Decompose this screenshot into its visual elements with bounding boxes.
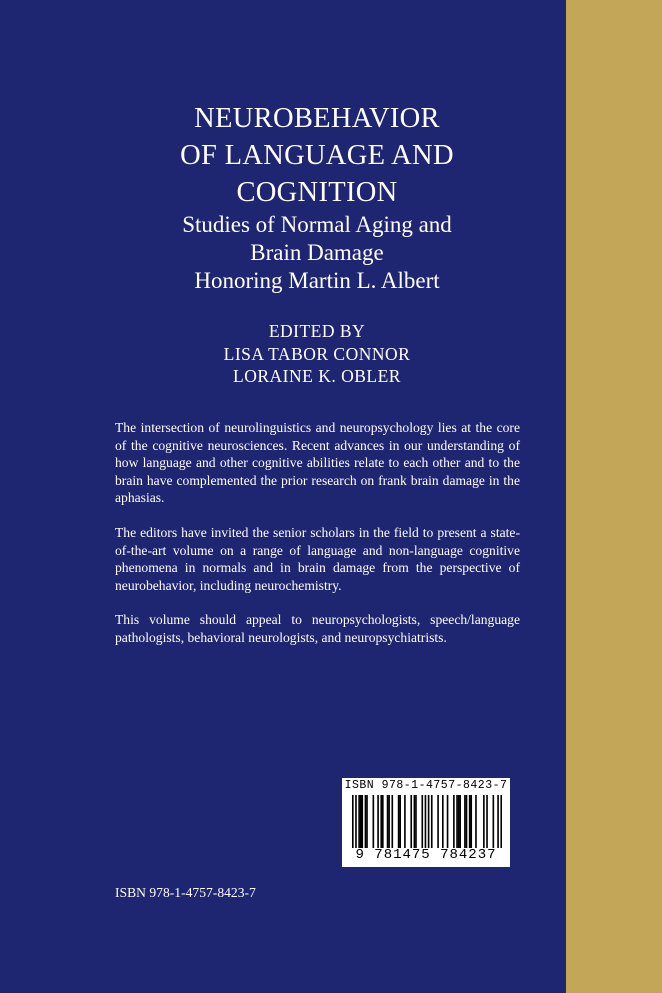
editor-name: LISA TABOR CONNOR <box>223 343 411 364</box>
barcode-bar <box>493 795 495 848</box>
barcode-bar <box>399 795 401 848</box>
barcode-bar <box>453 795 455 848</box>
barcode-bar <box>431 795 433 848</box>
barcode-bar <box>437 795 439 848</box>
blurb-paragraph: The intersection of neurolinguistics and neuropsychology lies at the core of the cognitive neurosciences. Recent advances in our understanding of how language and other cognitive abilities relate to each other and to the brain have complemented the prior research on frank brain damage in the aphasias. <box>115 420 520 506</box>
barcode-bar <box>391 795 393 848</box>
subtitle-line: Brain Damage <box>250 240 384 265</box>
barcode-bar <box>425 795 427 848</box>
barcode-bar <box>458 795 460 848</box>
barcode-bars <box>352 795 502 848</box>
barcode-bar <box>456 795 458 848</box>
barcode-bar <box>388 795 390 848</box>
barcode-bar <box>447 795 449 848</box>
blurb-paragraph: This volume should appeal to neuropsychologists, speech/language pathologists, behavioral neurologists, and neuropsychiatrists. <box>115 612 520 645</box>
barcode-bar <box>361 795 363 848</box>
barcode-bar <box>366 795 368 848</box>
barcode-bar <box>475 795 477 848</box>
title-line: COGNITION <box>236 177 398 208</box>
subtitle-line: Honoring Martin L. Albert <box>194 268 440 293</box>
barcode-bar <box>414 795 416 848</box>
blurb-paragraph: The editors have invited the senior scholars in the field to present a state-of-the-art volume on a range of language and non-language cognitive phenomena in normals and in brain damage from the perspective of neurobehavior, including neurochemistry. <box>115 524 520 593</box>
barcode-bar <box>466 795 468 848</box>
isbn-text: ISBN 978-1-4757-8423-7 <box>115 885 256 900</box>
title-line: NEUROBEHAVIOR <box>194 103 440 134</box>
barcode <box>342 778 510 867</box>
title-block <box>0 100 634 295</box>
description-blurb <box>115 419 520 664</box>
barcode-bar <box>470 795 472 848</box>
barcode-bar <box>358 795 360 848</box>
barcode-bar <box>459 795 461 848</box>
editors-block <box>0 320 634 388</box>
barcode-bar <box>398 795 400 848</box>
barcode-digits: 9 781475 784237 <box>355 847 497 863</box>
barcode-bar <box>365 795 367 848</box>
barcode-bar <box>380 795 382 848</box>
barcode-bar <box>421 795 423 848</box>
barcode-bar <box>387 795 389 848</box>
edited-by-label: EDITED BY <box>268 321 366 341</box>
barcode-bar <box>464 795 466 848</box>
barcode-bar <box>373 795 375 848</box>
barcode-bar <box>377 795 379 848</box>
title-line: OF LANGUAGE AND <box>180 140 454 171</box>
barcode-bar <box>415 795 417 848</box>
barcode-bar <box>486 795 488 848</box>
barcode-bar <box>404 795 406 848</box>
barcode-isbn-label: ISBN 978-1-4757-8423-7 <box>344 779 508 792</box>
barcode-bar <box>382 795 384 848</box>
barcode-bar <box>500 795 502 848</box>
editor-name: LORAINE K. OBLER <box>233 366 401 386</box>
subtitle-line: Studies of Normal Aging and <box>182 212 452 237</box>
barcode-bar <box>497 795 499 848</box>
barcode-bar <box>355 795 357 848</box>
barcode-bar <box>410 795 412 848</box>
barcode-bar <box>483 795 485 848</box>
barcode-bar <box>428 795 430 848</box>
barcode-bar <box>360 795 362 848</box>
barcode-bar <box>442 795 444 848</box>
barcode-bar <box>352 795 354 848</box>
barcode-bar <box>469 795 471 848</box>
